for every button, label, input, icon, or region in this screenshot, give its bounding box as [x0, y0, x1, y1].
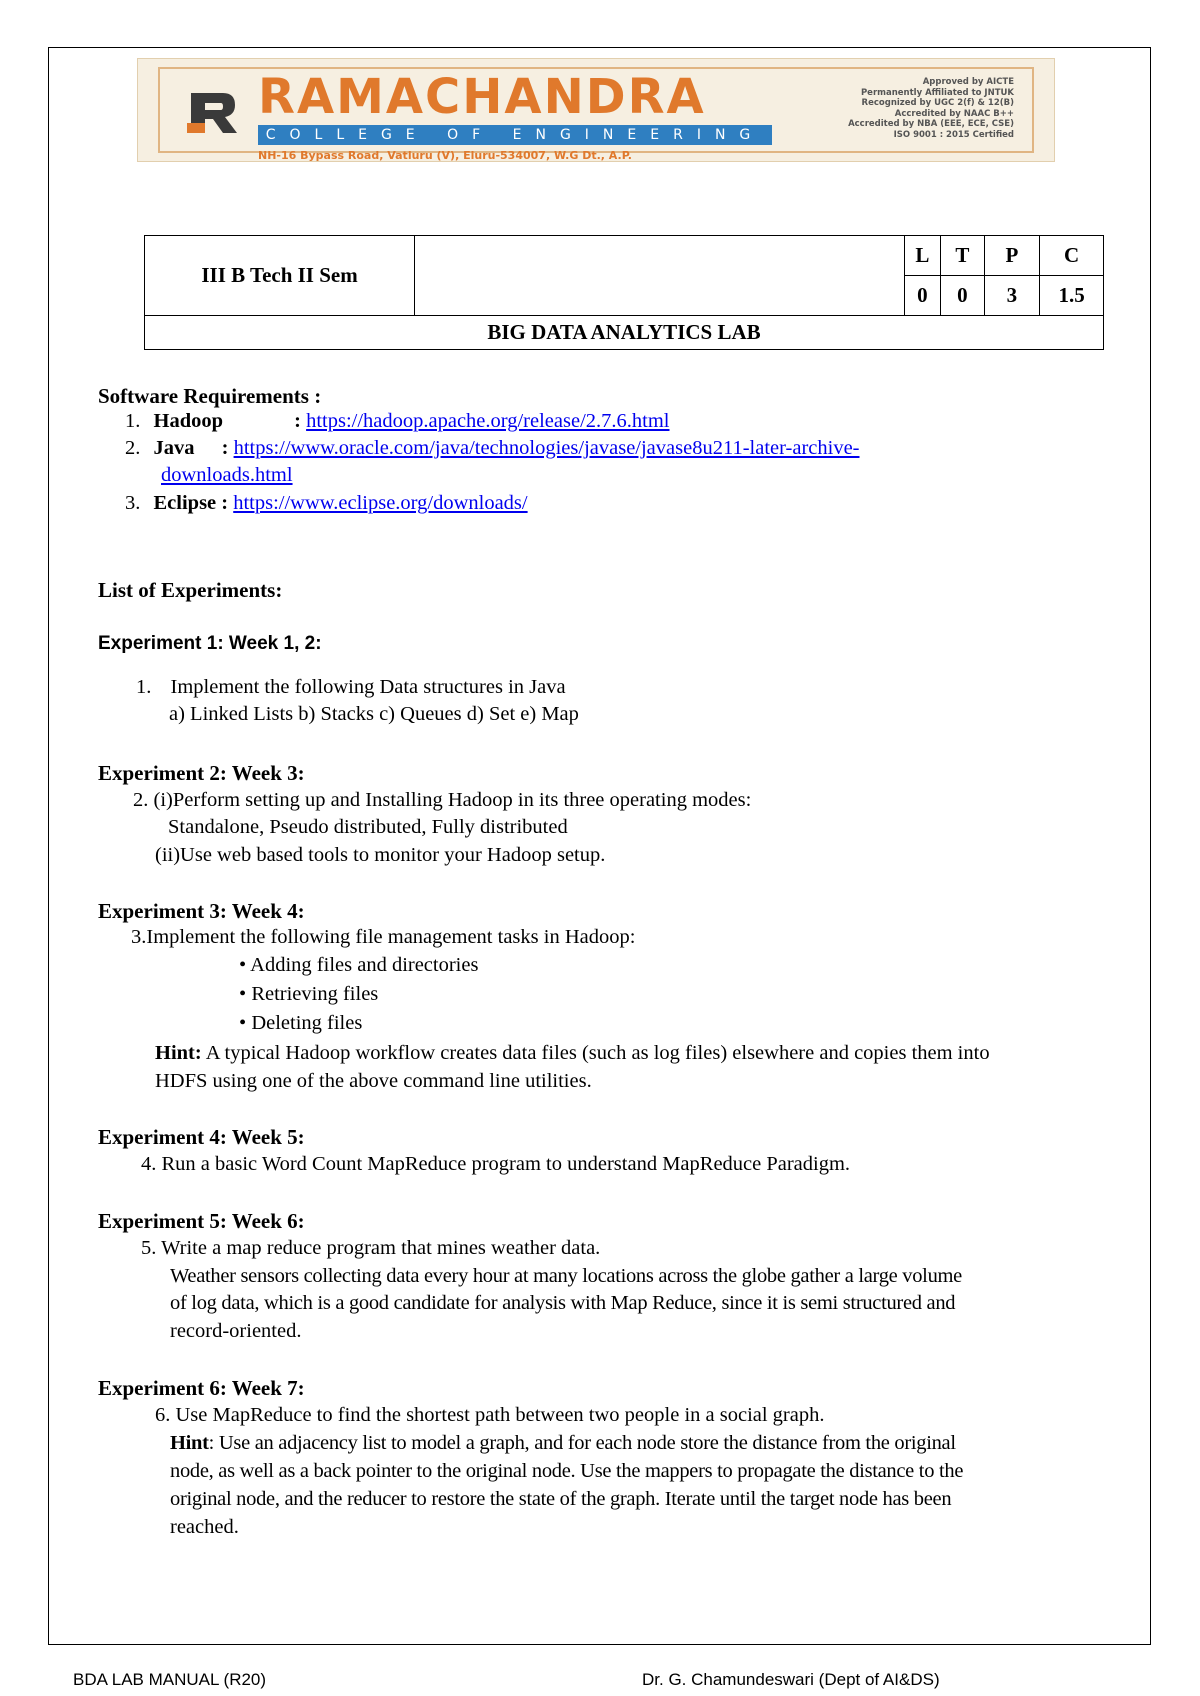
bullet-icon: • — [239, 983, 252, 1005]
experiment-1-line — [136, 676, 566, 699]
accreditation-line: Accredited by NAAC B++ — [894, 108, 1014, 119]
bullet-text: Deleting files — [251, 1012, 363, 1034]
item-number: 1. — [125, 410, 141, 432]
bullet-icon: • — [239, 1012, 252, 1034]
item-number: 1. — [136, 676, 152, 698]
accreditation-line: ISO 9001 : 2015 Certified — [893, 129, 1014, 140]
header-p: P — [984, 236, 1040, 276]
accreditation-list — [814, 77, 1014, 140]
item-name: Java — [153, 437, 195, 459]
experiment-2-line: (ii)Use web based tools to monitor your Hadoop setup. — [155, 844, 606, 866]
accreditation-line: Approved by AICTE — [922, 77, 1014, 87]
item-name: Eclipse : — [153, 492, 229, 514]
software-heading: Software Requirements : — [98, 384, 322, 408]
experiment-3-line: 3.Implement the following file management tasks in Hadoop: — [131, 926, 636, 948]
blank-cell — [415, 236, 905, 316]
accreditation-line: Recognized by UGC 2(f) & 12(B) — [861, 98, 1014, 108]
hadoop-download-link[interactable]: https://hadoop.apache.org/release/2.7.6.html — [306, 410, 670, 432]
experiment-2-line: Standalone, Pseudo distributed, Fully distributed — [168, 816, 568, 838]
college-address: NH-16 Bypass Road, Vatluru (V), Eluru-534007, W.G Dt., A.P. — [258, 149, 632, 162]
experiment-3-heading: Experiment 3: Week 4: — [98, 899, 305, 923]
experiment-6-line: reached. — [170, 1516, 239, 1538]
header-l: L — [904, 236, 940, 276]
bullet-text: Retrieving files — [251, 983, 379, 1005]
header-t: T — [941, 236, 984, 276]
item-text: Implement the following Data structures in Java — [170, 676, 566, 698]
experiment-2-heading: Experiment 2: Week 3: — [98, 761, 305, 785]
value-t: 0 — [941, 276, 984, 316]
experiment-4-heading: Experiment 4: Week 5: — [98, 1125, 305, 1149]
experiment-3-hint — [155, 1042, 990, 1065]
software-item-hadoop — [125, 410, 669, 433]
software-item-eclipse — [125, 492, 528, 515]
experiment-6-line: original node, and the reducer to restore the state of the graph. Iterate until the target node has been — [170, 1488, 952, 1510]
experiment-5-heading: Experiment 5: Week 6: — [98, 1209, 305, 1233]
bullet-icon: • — [239, 954, 251, 976]
list-heading: List of Experiments: — [98, 578, 283, 602]
item-number: 3. — [125, 492, 141, 514]
accreditation-line: Permanently Affiliated to JNTUK — [860, 87, 1014, 98]
experiment-2-line: 2. (i)Perform setting up and Installing Hadoop in its three operating modes: — [133, 789, 752, 811]
experiment-5-line: of log data, which is a good candidate for analysis with Map Reduce, since it is semi structured and — [170, 1292, 956, 1314]
java-download-link-cont[interactable]: downloads.html — [161, 464, 293, 486]
experiment-6-line: 6. Use MapReduce to find the shortest path between two people in a social graph. — [155, 1404, 825, 1426]
experiment-1-heading: Experiment 1: Week 1, 2: — [98, 633, 322, 654]
item-sep: : — [221, 437, 229, 459]
bullet-text: Adding files and directories — [250, 954, 479, 976]
software-item-java — [125, 437, 860, 460]
experiment-6-hint — [170, 1432, 956, 1455]
list-item — [239, 954, 478, 977]
item-name: Hadoop — [153, 410, 223, 432]
item-sep: : — [294, 410, 301, 432]
footer-left: BDA LAB MANUAL (R20) — [73, 1670, 267, 1689]
college-logo-banner — [137, 58, 1055, 162]
semester-cell: III B Tech II Sem — [145, 236, 415, 316]
java-download-link[interactable]: https://www.oracle.com/java/technologies/javase/javase8u211-later-archive- — [233, 437, 860, 459]
value-c: 1.5 — [1040, 276, 1104, 316]
experiment-6-line: node, as well as a back pointer to the original node. Use the mappers to propagate the distance to the — [170, 1460, 964, 1482]
header-c: C — [1040, 236, 1104, 276]
lab-title: BIG DATA ANALYTICS LAB — [145, 316, 1104, 350]
hint-text: A typical Hadoop workflow creates data files (such as log files) elsewhere and copies them into — [205, 1042, 990, 1064]
college-logo-icon — [183, 83, 241, 141]
value-l: 0 — [904, 276, 940, 316]
hint-label: Hint — [170, 1432, 209, 1454]
accreditation-line: Accredited by NBA (EEE, ECE, CSE) — [848, 119, 1014, 129]
list-item — [239, 1012, 362, 1035]
software-item-java-cont — [161, 464, 293, 487]
experiment-5-line: Weather sensors collecting data every hour at many locations across the globe gather a large volume — [170, 1265, 962, 1287]
experiment-6-heading: Experiment 6: Week 7: — [98, 1376, 305, 1400]
hint-label: Hint: — [155, 1042, 202, 1064]
experiment-5-line: 5. Write a map reduce program that mines weather data. — [141, 1237, 601, 1259]
experiment-1-subitems: a) Linked Lists b) Stacks c) Queues d) Set e) Map — [169, 703, 579, 725]
eclipse-download-link[interactable]: https://www.eclipse.org/downloads/ — [233, 492, 528, 514]
footer-right: Dr. G. Chamundeswari (Dept of AI&DS) — [642, 1670, 940, 1689]
college-name: RAMACHANDRA — [258, 69, 706, 125]
value-p: 3 — [984, 276, 1040, 316]
experiment-4-line: 4. Run a basic Word Count MapReduce program to understand MapReduce Paradigm. — [141, 1153, 851, 1175]
course-info-table — [144, 235, 1104, 350]
college-subtitle: COLLEGE OF ENGINEERING — [258, 125, 772, 145]
experiment-3-hint-cont: HDFS using one of the above command line utilities. — [155, 1070, 592, 1092]
item-number: 2. — [125, 437, 141, 459]
hint-text: : Use an adjacency list to model a graph, and for each node store the distance from the original — [208, 1432, 956, 1454]
experiment-5-line: record-oriented. — [170, 1320, 302, 1342]
list-item — [239, 983, 378, 1006]
